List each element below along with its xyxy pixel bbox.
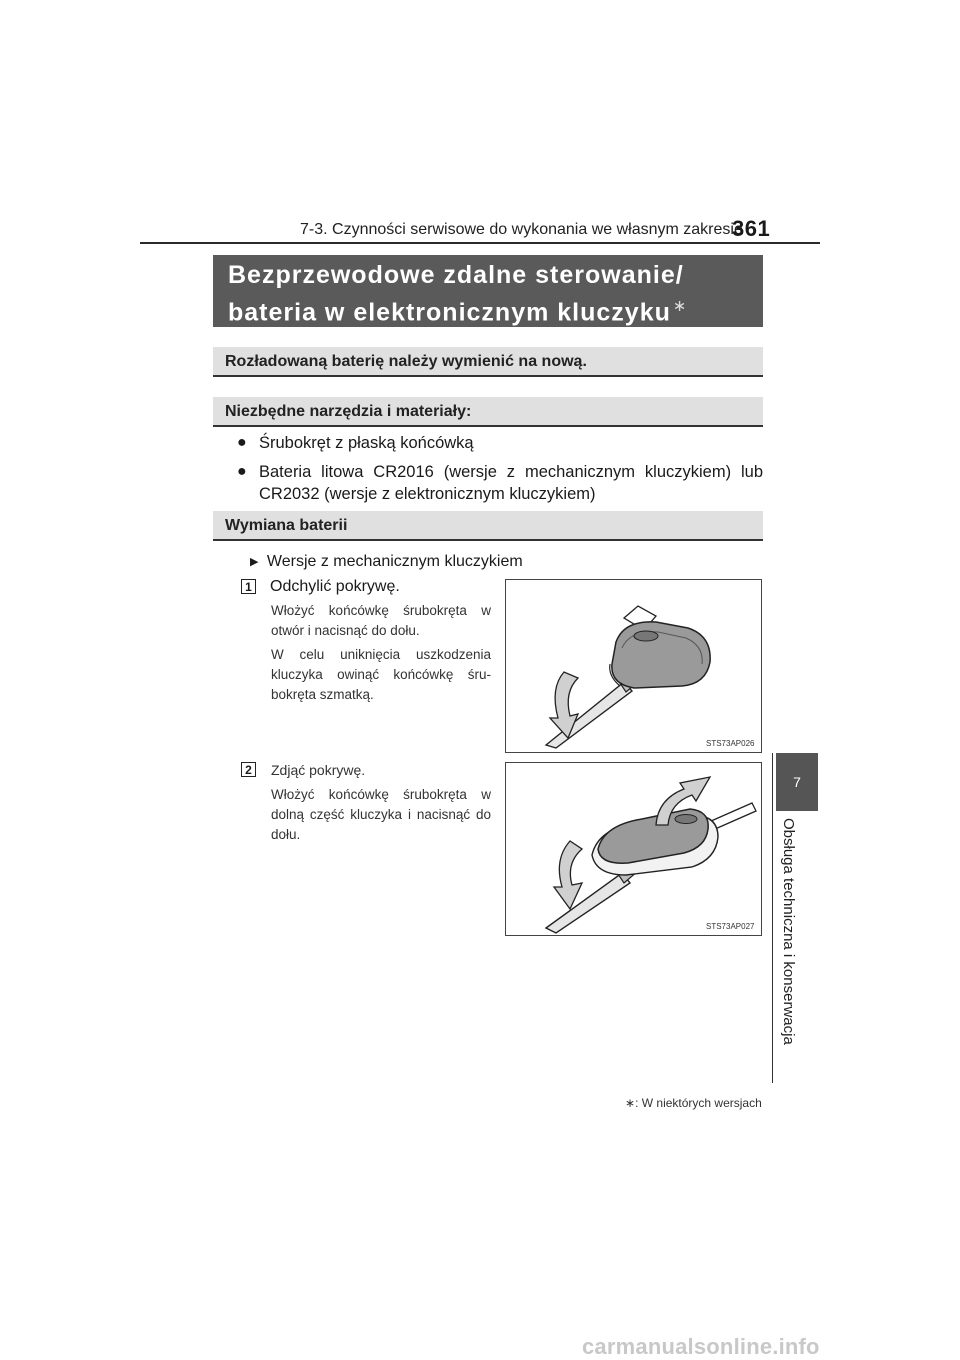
key-illustration-1 <box>506 580 761 752</box>
title-line-2 <box>228 291 763 328</box>
step-note: Włożyć końcówkę śrubokręta w dolną część kluczyka i nacisnąć do dołu. <box>271 787 491 842</box>
chapter-tab-number: 7 <box>776 753 818 811</box>
title-line-2-text: bateria w elektronicznym kluczyku <box>228 298 671 327</box>
figure-open-cover <box>505 579 762 753</box>
step-title: Odchylić pokrywę. <box>270 578 400 595</box>
step-note: Włożyć końcówkę śrubokręta w otwór i nacisnąć do dołu. <box>271 603 491 638</box>
variant-label <box>250 553 523 571</box>
tools-heading: Niezbędne narzędzia i materiały: <box>213 397 763 427</box>
tool-item <box>237 432 763 454</box>
header-divider <box>140 242 820 244</box>
chapter-tab-rule <box>772 753 773 1083</box>
title-asterisk: ∗ <box>672 298 688 315</box>
tool-item-text: Bateria litowa CR2016 (wersje z mechanicznym kluczykiem) lub CR2032 (wersje z elektronicznym kluczykiem) <box>259 463 763 503</box>
watermark: carmanualsonline.info <box>582 1334 820 1359</box>
figure-remove-cover <box>505 762 762 936</box>
key-illustration-2 <box>506 763 761 935</box>
page-number: 361 <box>732 216 771 241</box>
step-title: Zdjąć pokrywę. <box>271 762 366 778</box>
variant-text: Wersje z mechanicznym kluczykiem <box>266 553 523 570</box>
step-number-badge: 2 <box>241 762 256 777</box>
step-number-badge: 1 <box>241 579 256 594</box>
chapter-tab-label: Obsługa techniczna i konserwacja <box>780 818 797 1045</box>
footnote <box>625 1096 762 1110</box>
replace-heading: Wymiana baterii <box>213 511 763 541</box>
section-header: 7-3. Czynności serwisowe do wykonania we własnym zakresie <box>300 221 743 238</box>
bullet-icon: ● <box>237 463 247 480</box>
intro-bar: Rozładowaną baterię należy wymienić na nową. <box>213 347 763 377</box>
figure-code: STS73AP027 <box>706 922 755 931</box>
tool-item <box>237 461 763 505</box>
figure-code: STS73AP026 <box>706 739 755 748</box>
page-title <box>213 255 763 327</box>
footnote-text: : W niektórych wersjach <box>635 1096 762 1110</box>
footnote-symbol: ∗ <box>625 1096 636 1110</box>
triangle-right-icon: ▶ <box>250 556 259 568</box>
title-line-1: Bezprzewodowe zdalne sterowanie/ <box>228 261 684 289</box>
step-note: W celu uniknięcia uszkodzenia kluczyka owinąć końcówkę śru- bokręta szmatką. <box>271 647 491 702</box>
tool-item-text: Śrubokręt z płaską końcówką <box>259 434 474 452</box>
bullet-icon: ● <box>237 434 247 451</box>
